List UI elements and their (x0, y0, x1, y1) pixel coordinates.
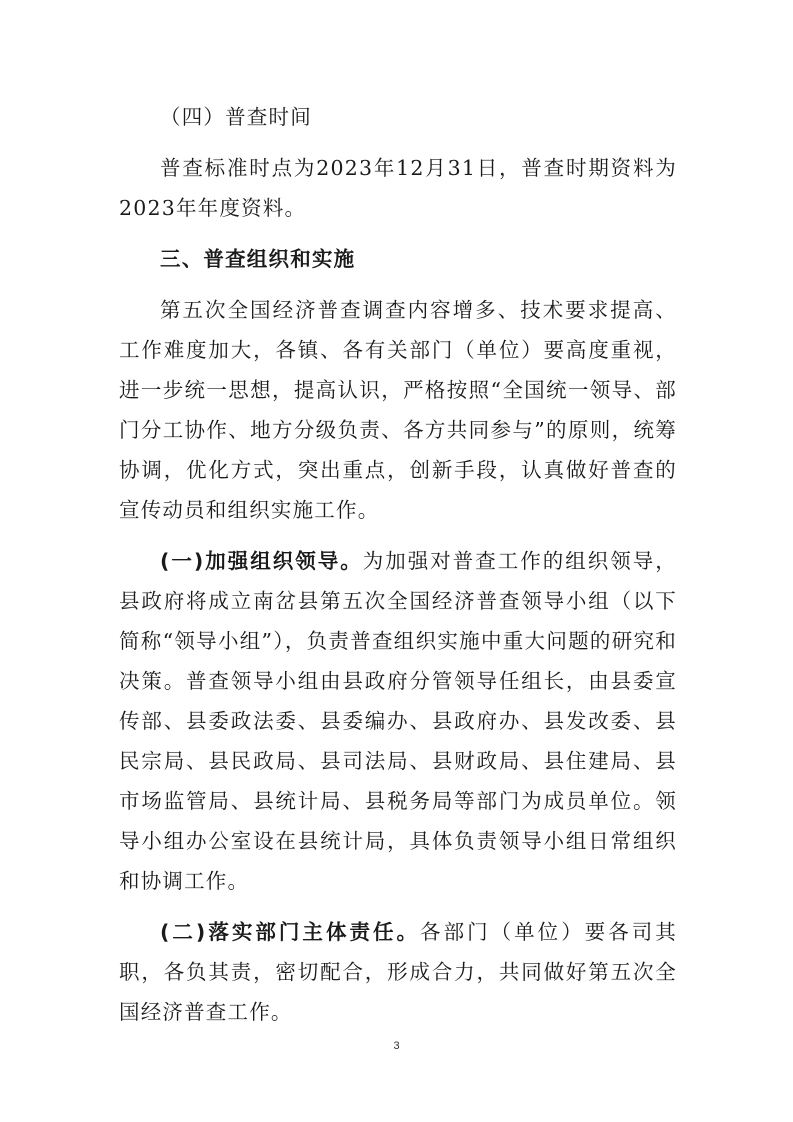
item-2-body: 各部门（单位）要各司其职，各负其责，密切配合，形成合力，共同做好第五次全国经济普查工作。 (119, 920, 677, 1024)
paragraph-survey-time: 普查标准时点为2023年12月31日，普查时期资料为2023年年度资料。 (119, 156, 677, 220)
item-1-lead: (一)加强组织领导。 (160, 549, 363, 573)
paragraph-organization-intro: 第五次全国经济普查调查内容增多、技术要求提高、工作难度加大，各镇、各有关部门（单位）要高度重视，进一步统一思想，提高认识，严格按照“全国统一领导、部门分工协作、地方分级负责、各方共同参与”的原则，统筹协调，优化方式，突出重点，创新手段，认真做好普查的宣传动员和组织实施工作。 (119, 298, 677, 522)
item-1-body: 为加强对普查工作的组织领导，县政府将成立南岔县第五次全国经济普查领导小组（以下简称“领导小组”），负责普查组织实施中重大问题的研究和决策。普查领导小组由县政府分管领导任组长，由县委宣传部、县委政法委、县委编办、县政府办、县发改委、县民宗局、县民政局、县司法局、县财政局、县住建局、县市场监管局、县统计局、县税务局等部门为成员单位。领导小组办公室设在县统计局，具体负责领导小组日常组织和协调工作。 (119, 549, 677, 893)
paragraph-item-1 (119, 541, 677, 901)
document-body (119, 97, 677, 1043)
item-2-lead: (二)落实部门主体责任。 (160, 920, 421, 944)
paragraph-item-2 (119, 912, 677, 1032)
sub-heading-survey-time: （四）普查时间 (160, 105, 312, 129)
page-number: 3 (393, 1040, 400, 1052)
section-heading-organization: 三、普查组织和实施 (160, 247, 356, 271)
